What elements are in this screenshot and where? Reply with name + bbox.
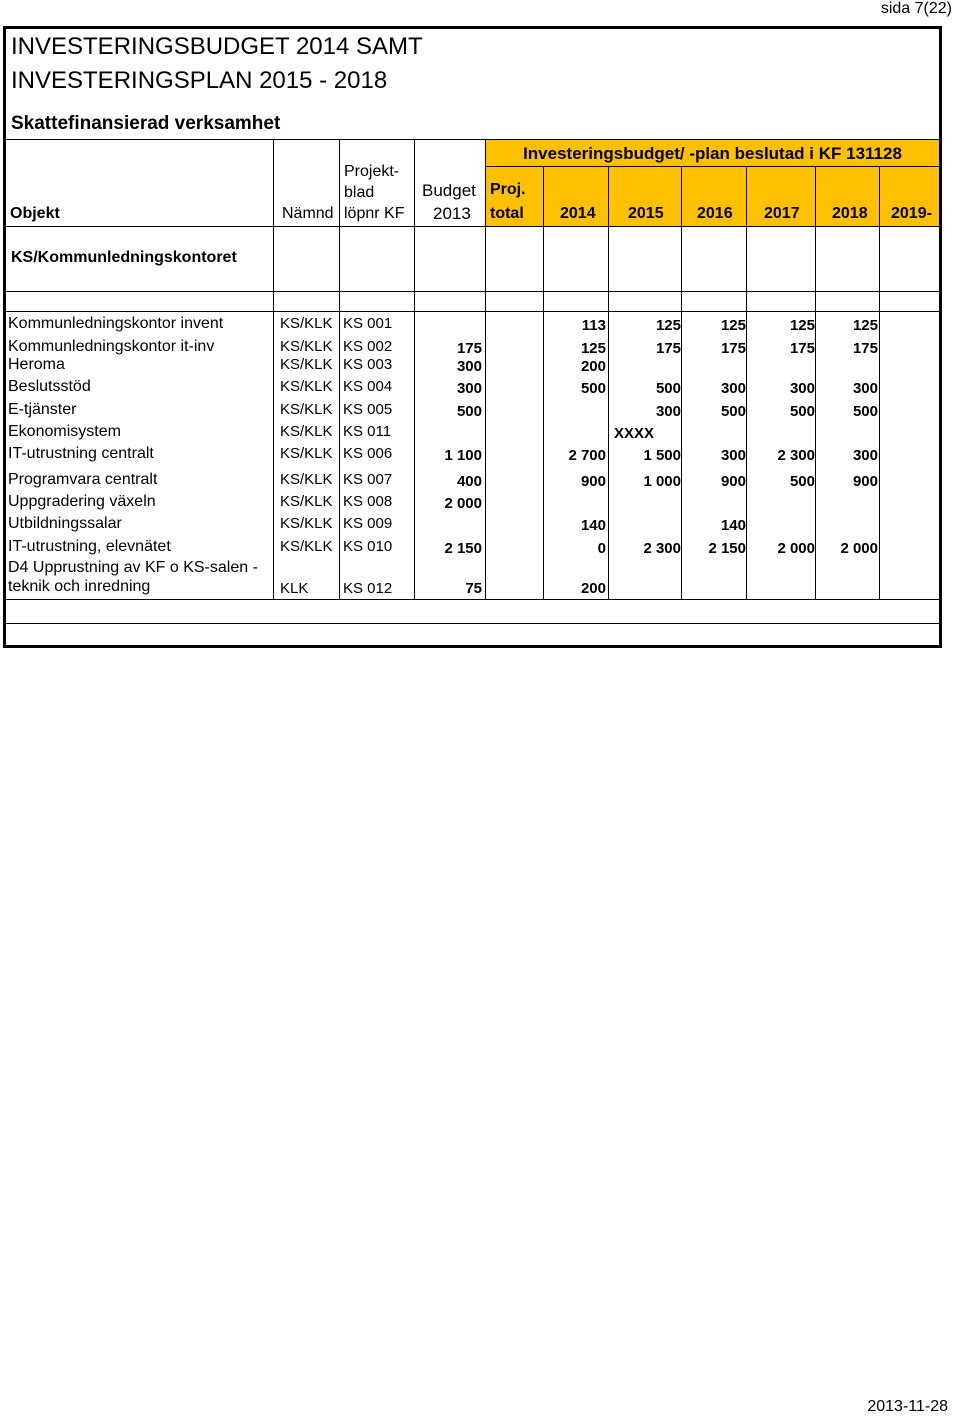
row-objekt: Beslutsstöd xyxy=(8,378,91,395)
row-line xyxy=(6,599,939,600)
col-2014: 2014 xyxy=(560,205,596,222)
row-objekt: IT-utrustning, elevnätet xyxy=(8,538,171,555)
document-subtitle: Skattefinansierad verksamhet xyxy=(11,113,281,134)
table-row xyxy=(6,378,939,400)
col-projekt-1: Projekt- xyxy=(344,163,400,180)
row-y2015: 500 xyxy=(655,380,681,397)
row-budget: 2 000 xyxy=(444,495,482,512)
row-namnd: KS/KLK xyxy=(280,378,333,395)
budget-table xyxy=(3,26,942,648)
row-lopnr: KS 010 xyxy=(343,538,393,555)
col-projekt-3: löpnr KF xyxy=(344,205,405,222)
row-lopnr: KS 002 xyxy=(343,338,393,355)
row-y2015: 125 xyxy=(655,317,681,334)
row-y2017: 2 000 xyxy=(777,540,815,557)
row-y2016: 140 xyxy=(720,517,746,534)
row-y2016: 2 150 xyxy=(708,540,746,557)
table-row xyxy=(6,338,939,356)
section-label: KS/Kommunledningskontoret xyxy=(11,249,237,266)
col-budget-1: Budget xyxy=(422,181,476,200)
row-y2016: 125 xyxy=(720,317,746,334)
row-y2018: 300 xyxy=(852,447,878,464)
row-namnd: KS/KLK xyxy=(280,445,333,462)
col-2018: 2018 xyxy=(832,205,868,222)
row-y2017: 125 xyxy=(789,317,815,334)
plan-band-title: Investeringsbudget/ -plan beslutad i KF 131128 xyxy=(523,144,902,163)
row-budget: 400 xyxy=(456,473,482,490)
row-y2016: 175 xyxy=(720,340,746,357)
row-objekt: Ekonomisystem xyxy=(8,423,121,440)
row-y2016: 500 xyxy=(720,403,746,420)
row-y2014: 125 xyxy=(580,340,606,357)
table-row xyxy=(6,493,939,515)
table-row xyxy=(6,559,939,599)
row-namnd: KS/KLK xyxy=(280,356,333,373)
row-y2017: 175 xyxy=(789,340,815,357)
row-lopnr: KS 006 xyxy=(343,445,393,462)
row-objekt: D4 Upprustning av KF o KS-salen - xyxy=(8,559,258,576)
row-y2014: 113 xyxy=(581,317,606,334)
row-objekt: Kommunledningskontor it-inv xyxy=(8,338,215,355)
col-2015: 2015 xyxy=(628,205,664,222)
row-namnd: KS/KLK xyxy=(280,315,333,332)
table-row xyxy=(6,538,939,559)
row-budget: 175 xyxy=(456,340,482,357)
row-lopnr: KS 004 xyxy=(343,378,393,395)
row-namnd: KLK xyxy=(280,580,309,597)
row-y2017: 500 xyxy=(789,403,815,420)
band-separator xyxy=(486,166,939,167)
row-y2016: 300 xyxy=(720,380,746,397)
row-budget: 75 xyxy=(465,580,482,597)
col-namnd: Nämnd xyxy=(282,205,334,222)
row-y2014: 2 700 xyxy=(568,447,606,464)
row-y2015: 1 000 xyxy=(643,473,681,490)
row-y2018: 900 xyxy=(852,473,878,490)
row-y2015: 2 300 xyxy=(643,540,681,557)
col-2017: 2017 xyxy=(764,205,800,222)
row-lopnr: KS 001 xyxy=(343,315,393,332)
row-namnd: KS/KLK xyxy=(280,515,333,532)
table-row xyxy=(6,515,939,537)
table-row xyxy=(6,423,939,445)
row-namnd: KS/KLK xyxy=(280,493,333,510)
row-budget: 300 xyxy=(456,358,482,375)
row-y2018: 300 xyxy=(852,380,878,397)
row-y2014: 200 xyxy=(580,358,606,375)
table-row xyxy=(6,445,939,471)
row-namnd: KS/KLK xyxy=(280,423,333,440)
row-objekt: E-tjänster xyxy=(8,401,77,418)
row-y2016: 900 xyxy=(720,473,746,490)
row-line xyxy=(6,623,939,624)
footer-date: 2013-11-28 xyxy=(867,1398,948,1415)
row-y2018: 2 000 xyxy=(840,540,878,557)
col-proj-2: total xyxy=(490,205,524,222)
row-lopnr: KS 003 xyxy=(343,356,393,373)
row-objekt: Uppgradering växeln xyxy=(8,493,156,510)
row-lopnr: KS 012 xyxy=(343,580,393,597)
row-lopnr: KS 007 xyxy=(343,471,393,488)
row-y2015: 175 xyxy=(655,340,681,357)
document-title-line2: INVESTERINGSPLAN 2015 - 2018 xyxy=(11,67,388,94)
row-y2018: 500 xyxy=(852,403,878,420)
row-budget: 1 100 xyxy=(444,447,482,464)
row-y2016: 300 xyxy=(720,447,746,464)
row-y2015: 300 xyxy=(655,403,681,420)
row-y2018: 175 xyxy=(852,340,878,357)
row-line xyxy=(6,291,939,292)
row-y2018: 125 xyxy=(852,317,878,334)
row-objekt: Heroma xyxy=(8,356,65,373)
row-y2014: 200 xyxy=(580,580,606,597)
header-bottom-line xyxy=(6,226,939,227)
row-lopnr: KS 011 xyxy=(343,423,392,440)
table-row xyxy=(6,356,939,378)
row-objekt: Utbildningssalar xyxy=(8,515,122,532)
row-namnd: KS/KLK xyxy=(280,538,333,555)
row-lopnr: KS 008 xyxy=(343,493,393,510)
row-objekt: IT-utrustning centralt xyxy=(8,445,154,462)
row-lopnr: KS 009 xyxy=(343,515,393,532)
col-budget-2: 2013 xyxy=(433,204,471,223)
row-lopnr: KS 005 xyxy=(343,401,393,418)
row-y2015: XXXX xyxy=(614,425,655,442)
row-y2014: 500 xyxy=(580,380,606,397)
row-namnd: KS/KLK xyxy=(280,401,333,418)
document-title-line1: INVESTERINGSBUDGET 2014 SAMT xyxy=(11,33,423,60)
col-objekt: Objekt xyxy=(10,205,60,222)
col-2016: 2016 xyxy=(697,205,733,222)
row-objekt: Kommunledningskontor invent xyxy=(8,315,224,332)
table-row xyxy=(6,401,939,423)
row-namnd: KS/KLK xyxy=(280,338,333,355)
row-budget: 300 xyxy=(456,380,482,397)
row-y2014: 140 xyxy=(580,517,606,534)
table-row xyxy=(6,471,939,493)
row-budget: 2 150 xyxy=(444,540,482,557)
row-y2017: 300 xyxy=(789,380,815,397)
row-objekt-line2: teknik och inredning xyxy=(8,578,151,595)
row-y2017: 500 xyxy=(789,473,815,490)
page-number: sida 7(22) xyxy=(880,0,952,17)
row-namnd: KS/KLK xyxy=(280,471,333,488)
row-y2014: 900 xyxy=(580,473,606,490)
col-proj-1: Proj. xyxy=(490,181,526,198)
row-line xyxy=(6,311,939,312)
col-projekt-2: blad xyxy=(344,184,375,201)
row-y2017: 2 300 xyxy=(777,447,815,464)
col-2019: 2019- xyxy=(891,205,932,222)
row-y2015: 1 500 xyxy=(643,447,681,464)
row-objekt: Programvara centralt xyxy=(8,471,158,488)
row-y2014: 0 xyxy=(597,540,606,557)
row-budget: 500 xyxy=(456,403,482,420)
table-row xyxy=(6,315,939,337)
